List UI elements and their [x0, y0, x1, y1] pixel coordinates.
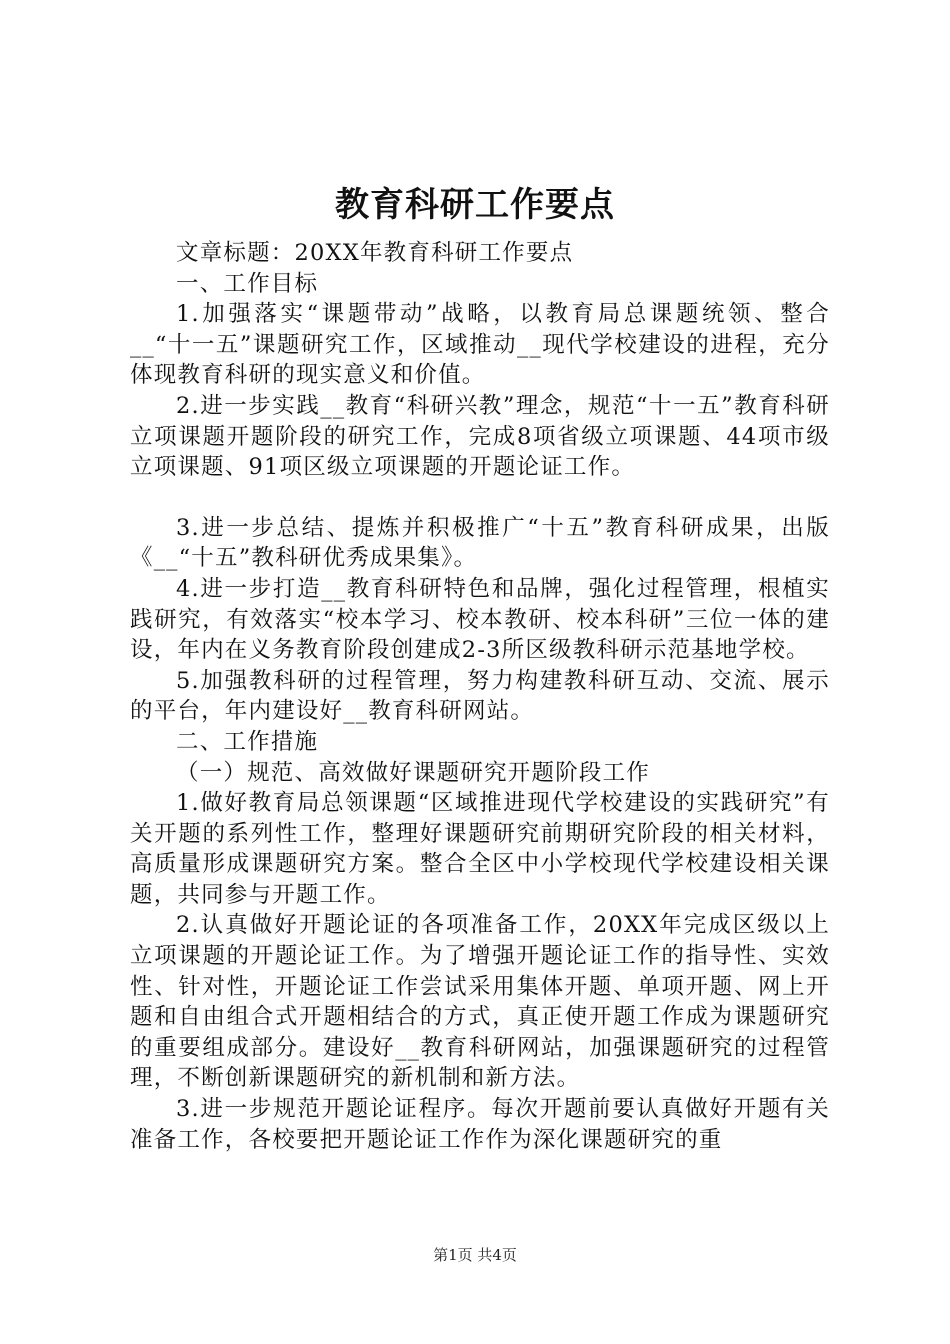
measure-item-3: 3.进一步规范开题论证程序。每次开题前要认真做好开题有关准备工作，各校要把开题论证工作作为深化课题研究的重 [130, 1096, 830, 1153]
document-title: 教育科研工作要点 [335, 185, 615, 225]
article-title-line: 文章标题：20XX年教育科研工作要点 [176, 240, 574, 266]
section-heading-goals: 一、工作目标 [176, 270, 319, 297]
goal-item-5: 5.加强教科研的过程管理，努力构建教科研互动、交流、展示的平台，年内建设好__教育科研网站。 [130, 667, 830, 725]
goal-item-4: 4.进一步打造__教育科研特色和品牌，强化过程管理，根植实践研究，有效落实“校本学习、校本教研、校本科研”三位一体的建设，年内在义务教育阶段创建成2-3所区级教科研示范基地学校。 [130, 575, 830, 664]
goal-item-2: 2.进一步实践__教育“科研兴教”理念，规范“十一五”教育科研立项课题开题阶段的研究工作，完成8项省级立项课题、44项市级立项课题、91项区级立项课题的开题论证工作。 [130, 392, 830, 481]
document-body [130, 238, 830, 1155]
subsection-heading-1: （一）规范、高效做好课题研究开题阶段工作 [176, 759, 651, 786]
page-number-footer: 第1页 共4页 [433, 1246, 517, 1264]
section-heading-measures: 二、工作措施 [176, 728, 319, 755]
goal-item-3: 3.进一步总结、提炼并积极推广“十五”教育科研成果，出版《__“十五”教科研优秀成果集》。 [130, 514, 830, 572]
measure-item-2: 2.认真做好开题论证的各项准备工作，20XX年完成区级以上立项课题的开题论证工作。为了增强开题论证工作的指导性、实效性、针对性，开题论证工作尝试采用集体开题、单项开题、网上开题和自由组合式开题相结合的方式，真正使开题工作成为课题研究的重要组成部分。建设好__教育科研网站，加强课题研究的过程管理，不断创新课题研究的新机制和新方法。 [130, 912, 830, 1092]
goal-item-1: 1.加强落实“课题带动”战略，以教育局总课题统领、整合__“十一五”课题研究工作，区域推动__现代学校建设的进程，充分体现教育科研的现实意义和价值。 [130, 301, 830, 389]
measure-item-1: 1.做好教育局总领课题“区域推进现代学校建设的实践研究”有关开题的系列性工作，整理好课题研究前期研究阶段的相关材料，高质量形成课题研究方案。整合全区中小学校现代学校建设相关课题，共同参与开题工作。 [130, 790, 830, 908]
